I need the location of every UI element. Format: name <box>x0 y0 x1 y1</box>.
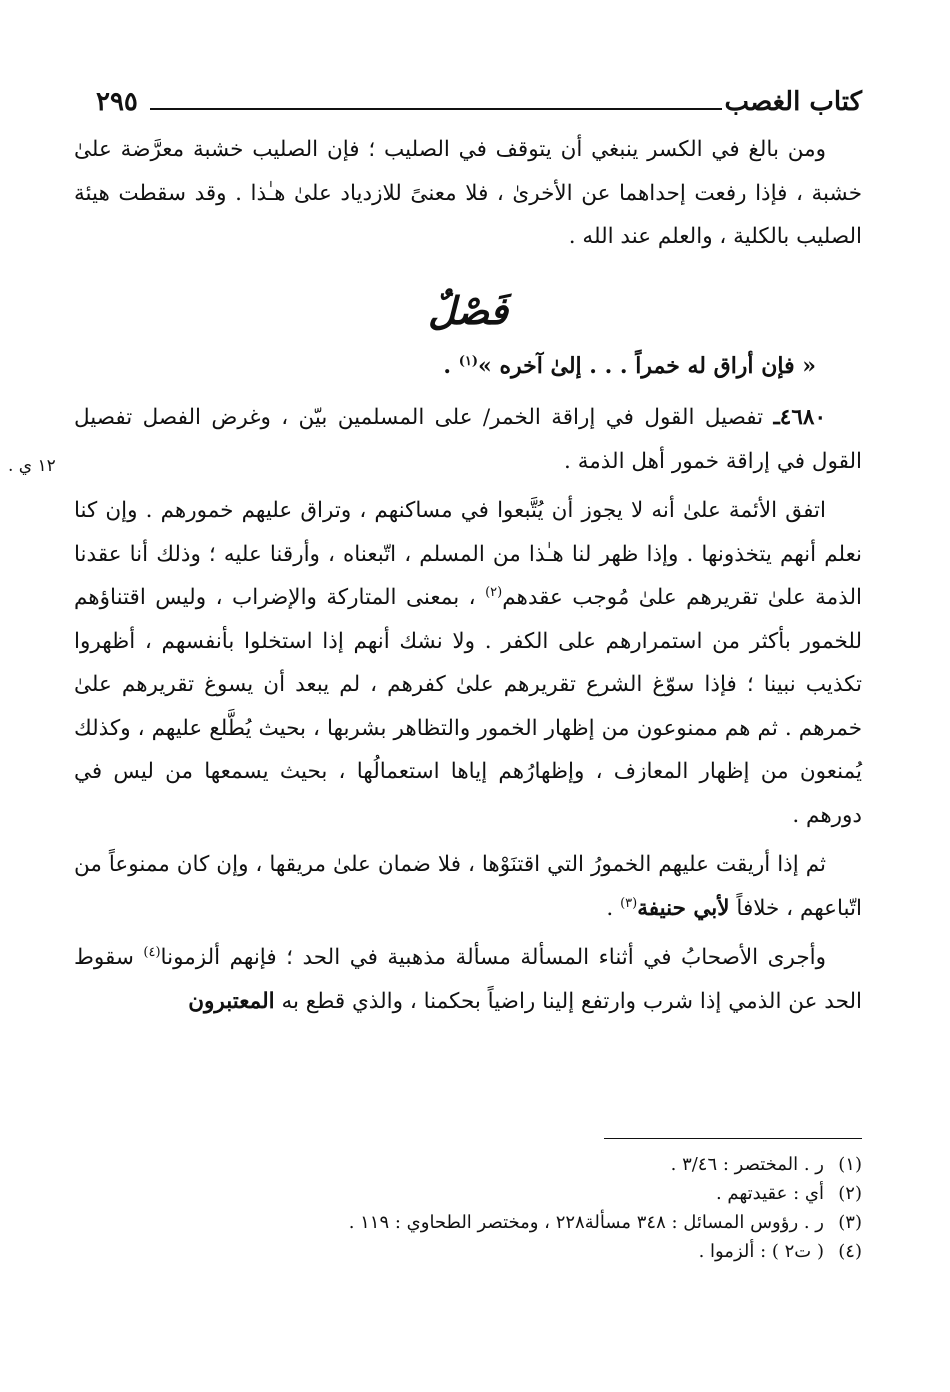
footnote-rule <box>604 1138 862 1139</box>
footnote-marker: (٤) <box>838 1241 862 1262</box>
paragraph-4680-text: تفصيل القول في إراقة الخمر/ على المسلمين بيّن ، وغرض الفصل تفصيل القول في إراقة خمور أهل الذمة . <box>74 405 862 474</box>
footnote-ref-1: (١) <box>458 353 479 369</box>
running-title: كتاب الغصب <box>724 87 862 117</box>
footnote-text: ر . المختصر : ٣/٤٦ . <box>670 1154 824 1175</box>
header-rule <box>150 108 722 110</box>
paragraph-5-bold: المعتبرون <box>188 988 275 1014</box>
footnote-ref-3: (٣) <box>620 895 638 911</box>
page-number: ٢٩٥ <box>96 87 138 117</box>
paragraph-number: ٤٦٨٠ـ <box>773 405 826 430</box>
paragraph-5-part-a: وأجرى الأصحابُ في أثناء المسألة مسألة مذهبية في الحد ؛ فإنهم ألزمونا <box>160 945 826 970</box>
quoted-text-line <box>74 345 862 389</box>
paragraph-4-part-b: . <box>606 895 621 921</box>
footnote-ref-4: (٤) <box>143 945 161 960</box>
footnote-1 <box>200 1150 862 1179</box>
paragraph-5-part-b: سقوط الحد عن الذمي إذا شرب وارتفع إلينا راضياً بحكمنا ، والذي قطع به <box>74 945 862 1014</box>
quote-text: « فإن أراق له خمراً . . . إلىٰ آخره » <box>478 352 816 379</box>
paragraph-4 <box>74 843 862 930</box>
section-heading: فَصْلٌ <box>428 287 508 333</box>
paragraph-3-part-b: ، بمعنى المتاركة والإضراب ، وليس اقتناؤهم للخمور بأكثر من استمرارهم على الكفر . ولا نشك أنهم إذا استخلوا بأنفسهم ، أظهروا تكذيب نبينا ؛ فإذا سوّغ الشرع تقريرهم علىٰ كفرهم ، لم يبعد أن يسوغ تقريرهم علىٰ خمرهم . ثم هم ممنوعون من إظهار الخمور والتظاهر بشربها ، بحيث يُطَّلع عليهم ، وكذلك يُمنعون من إظهار المعازف ، وإظهارُهم إياها استعمالُها ، بحيث يسمعها من ليس في دورهم . <box>74 585 862 828</box>
footnote-ref-2: (٢) <box>485 585 503 600</box>
paragraph-3-part-a: اتفق الأئمة علىٰ أنه لا يجوز أن يُتَّبعوا في مساكنهم ، وتراق عليهم خمورهم . وإن كنا نعلم أنهم يتخذونها . وإذا ظهر لنا هـٰذا من المسلم ، اتّبعناه ، وأرقنا عليه ؛ وذلك أنا عقدنا الذمة علىٰ تقريرهم علىٰ مُوجب عقدهم <box>74 498 862 610</box>
paragraph-5 <box>74 936 862 1023</box>
footnote-text: أي : عقيدتهم . <box>715 1183 824 1204</box>
paragraph-4-bold: لأبي حنيفة <box>637 895 730 921</box>
running-header <box>90 82 862 122</box>
paragraph-4-part-a: ثم إذا أريقت عليهم الخمورُ التي اقتنَوْها ، فلا ضمان علىٰ مريقها ، وإن كان ممنوعاً من اتّباعهم ، خلافاً <box>74 852 862 921</box>
footnote-3 <box>200 1208 862 1237</box>
paragraph-3 <box>74 489 862 837</box>
footnote-text: ر . رؤوس المسائل : ٣٤٨ مسألة٢٢٨ ، ومختصر الطحاوي : ١١٩ . <box>348 1212 824 1233</box>
footnote-2 <box>200 1179 862 1208</box>
footnotes <box>200 1150 862 1266</box>
footnote-marker: (١) <box>838 1154 862 1175</box>
footnote-text: ( ت٢ ) : ألزموا . <box>698 1241 824 1262</box>
footnote-4 <box>200 1237 862 1266</box>
footnote-marker: (٣) <box>838 1212 862 1233</box>
paragraph-1: ومن بالغ في الكسر ينبغي أن يتوقف في الصليب ؛ فإن الصليب خشبة معرَّضة علىٰ خشبة ، فإذا رفعت إحداهما عن الأخرىٰ ، فلا معنىً للازدياد علىٰ هـٰذا . وقد سقطت هيئة الصليب بالكلية ، والعلم عند الله . <box>74 137 862 249</box>
quote-tail: . <box>443 352 459 379</box>
margin-note: ١٢ ي . <box>8 456 56 476</box>
body-text <box>74 128 862 1023</box>
paragraph-4680 <box>74 396 862 483</box>
footnote-marker: (٢) <box>838 1183 862 1204</box>
